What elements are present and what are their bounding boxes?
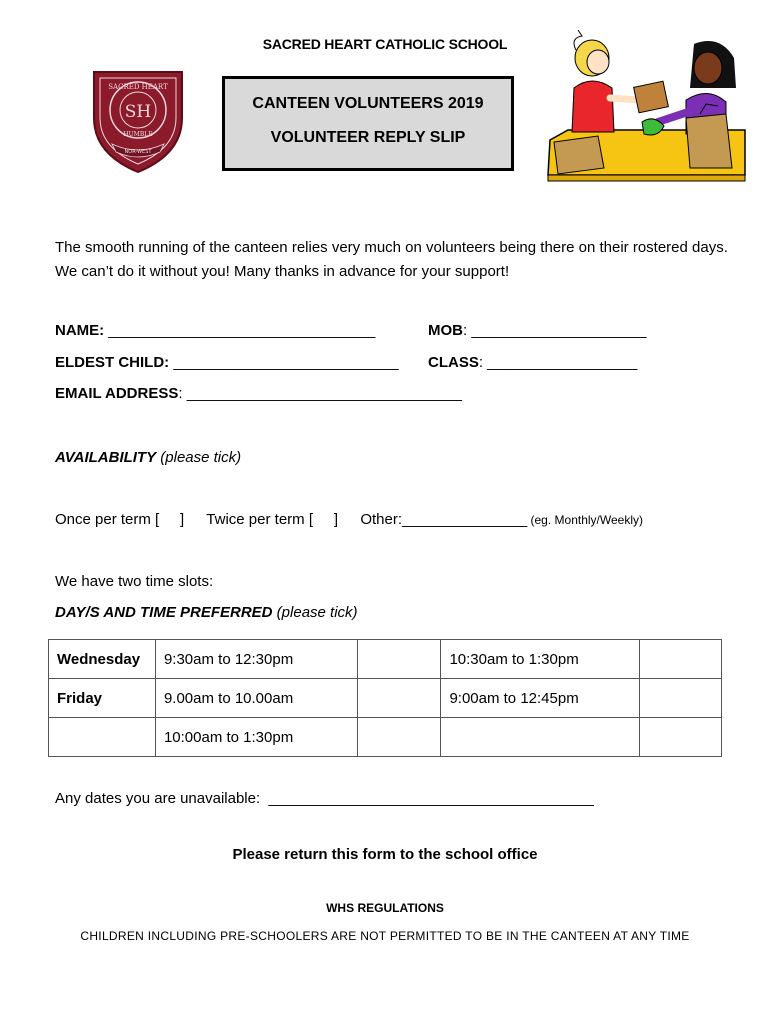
whs-notice: CHILDREN INCLUDING PRE-SCHOOLERS ARE NOT PERMITTED TO BE IN THE CANTEEN AT ANY TIME: [80, 929, 690, 943]
day-cell: Friday: [49, 679, 156, 718]
whs-heading: WHS REGULATIONS: [326, 901, 444, 915]
time-slot-cell: 10:00am to 1:30pm: [155, 718, 357, 757]
mob-label: MOB: [428, 322, 463, 339]
time-slot-cell: 9:30am to 12:30pm: [155, 640, 357, 679]
email-line[interactable]: : _________________________________: [178, 385, 462, 402]
crest-monogram: SH: [124, 102, 152, 122]
table-row: [49, 679, 722, 718]
frequency-options: [55, 511, 643, 528]
school-crest-logo: [88, 66, 188, 176]
crest-top-text: SACRED HEART: [108, 83, 168, 91]
name-line[interactable]: ________________________________: [108, 322, 376, 339]
tick-box-cell[interactable]: [357, 679, 441, 718]
form-title: CANTEEN VOLUNTEERS 2019: [252, 95, 484, 112]
tick-box-cell[interactable]: [640, 679, 722, 718]
table-row: [49, 640, 722, 679]
day-cell: Wednesday: [49, 640, 156, 679]
canteen-illustration: [540, 30, 755, 188]
tick-box-cell[interactable]: [640, 718, 722, 757]
title-box: [222, 76, 514, 171]
days-preferred-label: DAY/S AND TIME PREFERRED: [55, 604, 273, 621]
eldest-child-field[interactable]: [55, 354, 399, 371]
crest-bottom-text: HUMBLE: [123, 131, 153, 138]
form-subtitle: VOLUNTEER REPLY SLIP: [270, 129, 466, 146]
days-preferred-heading: [55, 604, 358, 621]
class-line[interactable]: : __________________: [478, 354, 638, 371]
availability-label: AVAILABILITY: [55, 449, 157, 466]
name-label: NAME:: [55, 322, 105, 339]
name-field[interactable]: [55, 322, 375, 339]
email-label: EMAIL ADDRESS: [55, 385, 179, 402]
school-name: SACRED HEART CATHOLIC SCHOOL: [262, 36, 508, 52]
time-slot-cell: 9:00am to 12:45pm: [441, 679, 640, 718]
return-instruction: Please return this form to the school office: [232, 846, 538, 863]
eldest-child-line[interactable]: ___________________________: [173, 354, 399, 371]
availability-note: (please tick): [156, 449, 242, 466]
crest-scroll-text: NOR-WEST: [124, 149, 152, 155]
time-slot-cell: [441, 718, 640, 757]
email-field[interactable]: [55, 385, 462, 402]
class-label: CLASS: [428, 354, 479, 371]
days-preferred-note: (please tick): [272, 604, 358, 621]
once-per-term-checkbox[interactable]: Once per term [ ]: [55, 511, 185, 528]
table-row: [49, 718, 722, 757]
time-slot-cell: 9.00am to 10.00am: [155, 679, 357, 718]
time-slots-intro: We have two time slots:: [55, 573, 214, 590]
other-frequency-hint: (eg. Monthly/Weekly): [527, 513, 643, 527]
unavailable-dates-line[interactable]: _______________________________________: [268, 790, 594, 807]
tick-box-cell[interactable]: [357, 640, 441, 679]
other-frequency-field[interactable]: Other:_______________: [360, 511, 528, 528]
day-cell: [49, 718, 156, 757]
intro-paragraph: The smooth running of the canteen relies very much on volunteers being there on their rostered days. We can’t do it without you! Many thanks in advance for your support!: [55, 239, 728, 280]
tick-box-cell[interactable]: [357, 718, 441, 757]
mob-field[interactable]: [428, 322, 647, 339]
time-slot-cell: 10:30am to 1:30pm: [441, 640, 640, 679]
availability-heading: [55, 449, 241, 466]
tick-box-cell[interactable]: [640, 640, 722, 679]
twice-per-term-checkbox[interactable]: Twice per term [ ]: [206, 511, 338, 528]
schedule-table: [48, 639, 722, 757]
eldest-child-label: ELDEST CHILD:: [55, 354, 170, 371]
unavailable-dates-label: Any dates you are unavailable:: [55, 790, 269, 807]
mob-line[interactable]: : _____________________: [463, 322, 647, 339]
unavailable-dates-field[interactable]: [55, 790, 594, 807]
class-field[interactable]: [428, 354, 637, 371]
